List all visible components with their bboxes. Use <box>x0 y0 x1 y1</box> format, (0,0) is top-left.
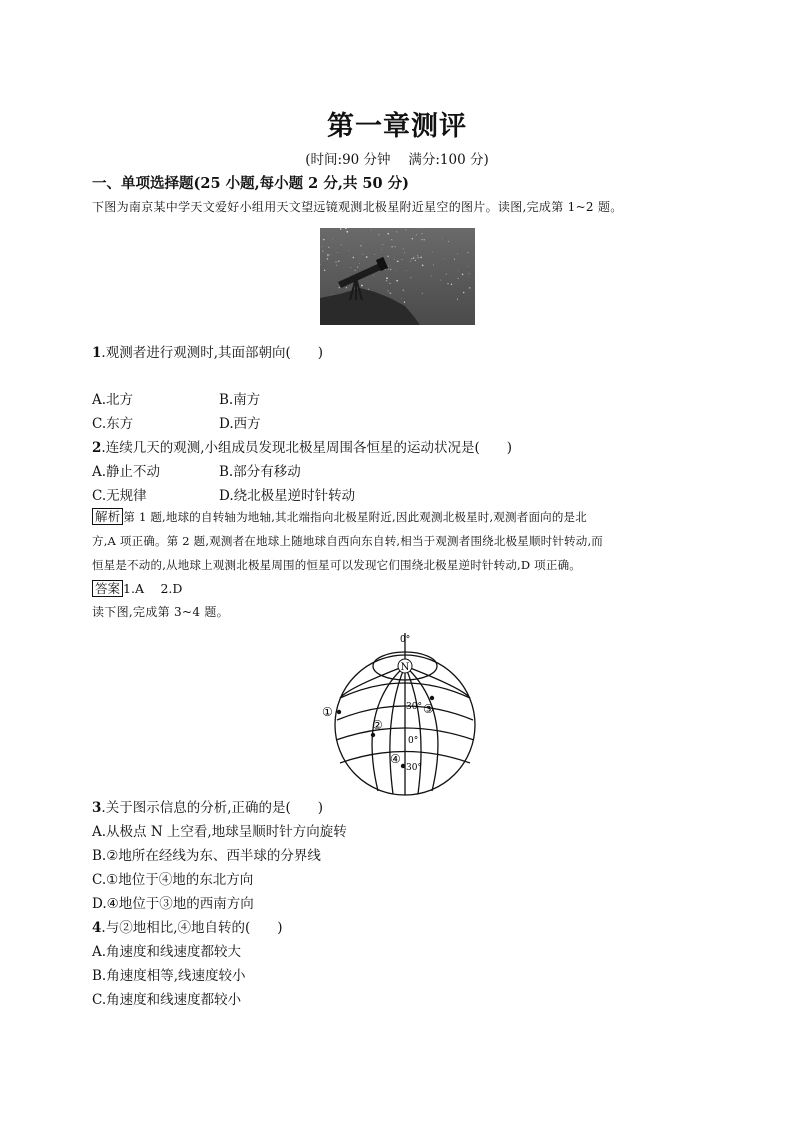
star <box>337 252 338 253</box>
star <box>422 265 424 267</box>
option-b[interactable]: B.角速度相等,线速度较小 <box>92 968 246 984</box>
star <box>432 252 433 253</box>
star <box>446 273 447 274</box>
star <box>391 239 392 240</box>
star <box>402 298 403 299</box>
star <box>463 292 465 294</box>
star <box>414 256 415 257</box>
star <box>366 256 368 258</box>
star <box>417 255 418 256</box>
star <box>346 230 347 231</box>
star <box>402 259 403 260</box>
star <box>373 275 374 276</box>
analysis-text: 第 1 题,地球的自转轴为地轴,其北端指向北极星附近,因此观测北极星时,观测者面向的是北 <box>123 510 587 524</box>
point-2-dot <box>371 733 375 737</box>
star <box>323 239 324 240</box>
star <box>335 261 337 263</box>
star <box>346 287 347 288</box>
option-a[interactable]: A.角速度和线速度都较大 <box>92 944 242 960</box>
analysis-tag: 解析 <box>92 508 123 525</box>
meridian <box>405 666 421 794</box>
star <box>403 248 404 249</box>
star <box>442 238 443 239</box>
star <box>448 241 449 242</box>
star <box>417 257 419 259</box>
star <box>362 254 363 255</box>
star <box>424 239 425 240</box>
star <box>454 259 455 260</box>
star <box>406 270 407 271</box>
intro-text-2: 读下图,完成第 3~4 题。 <box>92 605 229 619</box>
page-title: 第一章测评 <box>327 111 467 142</box>
star <box>349 250 350 251</box>
star <box>421 239 422 240</box>
star <box>421 233 422 234</box>
option-d[interactable]: D.绕北极星逆时针转动 <box>219 488 356 504</box>
star <box>387 256 388 257</box>
meridian <box>390 666 405 794</box>
analysis-block <box>92 505 702 577</box>
star <box>371 230 372 231</box>
star <box>440 280 441 281</box>
star <box>374 254 375 255</box>
intro-text-1: 下图为南京某中学天文爱好小组用天文望远镜观测北极星附近星空的图片。读图,完成第 1~2 题。 <box>92 200 623 214</box>
question-1 <box>92 341 323 361</box>
lat-30n-label: 30° <box>406 702 422 712</box>
option-b[interactable]: B.②地所在经线为东、西半球的分界线 <box>92 848 321 864</box>
star <box>390 293 391 294</box>
option-a[interactable]: A.从极点 N 上空看,地球呈顺时针方向旋转 <box>92 824 347 840</box>
star <box>340 228 342 230</box>
option-a[interactable]: A.北方 <box>92 392 134 408</box>
star <box>338 260 340 262</box>
north-label: N <box>400 662 410 673</box>
star <box>322 246 323 247</box>
option-a[interactable]: A.静止不动 <box>92 464 161 480</box>
star <box>324 270 325 271</box>
star <box>332 294 333 295</box>
lat-30s-label: 30° <box>406 763 422 773</box>
question-3 <box>92 796 323 816</box>
star <box>457 299 458 300</box>
star <box>336 265 337 266</box>
question-4 <box>92 916 283 936</box>
q2-options-row-2 <box>92 484 492 504</box>
star <box>357 266 358 267</box>
star <box>388 266 389 267</box>
star <box>329 254 330 255</box>
option-c[interactable]: C.无规律 <box>92 488 147 504</box>
star <box>368 289 369 290</box>
option-d[interactable]: D.西方 <box>219 416 261 432</box>
star <box>339 287 341 289</box>
star <box>422 293 423 294</box>
star <box>397 260 399 262</box>
star <box>359 263 360 264</box>
star <box>390 269 392 271</box>
exam-info: (时间:90 分钟 满分:100 分) <box>305 152 489 168</box>
star <box>396 231 397 232</box>
star <box>361 285 363 287</box>
top-meridian-label: 0° <box>400 635 411 645</box>
star <box>391 246 393 248</box>
star <box>431 275 432 276</box>
point-2-label: ② <box>372 718 383 732</box>
star <box>468 266 469 267</box>
star <box>327 254 328 255</box>
star <box>458 270 459 271</box>
star <box>396 270 397 271</box>
question-text: .与②地相比,④地自转的( ) <box>101 920 283 936</box>
question-text: .连续几天的观测,小组成员发现北极星周围各恒星的运动状况是( ) <box>101 440 513 456</box>
star <box>322 251 323 252</box>
question-number: 4 <box>92 920 102 936</box>
star <box>378 234 379 235</box>
option-c[interactable]: C.角速度和线速度都较小 <box>92 992 242 1008</box>
star <box>433 264 434 265</box>
star <box>396 280 398 282</box>
star <box>451 284 452 285</box>
option-b[interactable]: B.部分有移动 <box>219 464 301 480</box>
question-number: 3 <box>92 800 102 816</box>
star <box>327 255 328 256</box>
star <box>421 228 422 229</box>
star <box>415 260 416 261</box>
star <box>404 302 405 303</box>
q2-options-row-1 <box>92 460 492 480</box>
answer-text: 1.A 2.D <box>123 581 183 596</box>
star <box>416 235 417 236</box>
option-c[interactable]: C.东方 <box>92 416 134 432</box>
star <box>457 253 458 254</box>
star <box>402 289 404 291</box>
star <box>346 231 348 233</box>
star <box>411 258 412 259</box>
equator-label: 0° <box>408 736 419 746</box>
star <box>447 283 448 284</box>
telescope-photo <box>320 228 475 325</box>
star <box>388 269 389 270</box>
star <box>410 277 411 278</box>
star <box>469 273 470 274</box>
star <box>413 257 415 259</box>
star <box>394 259 395 260</box>
star <box>444 259 445 260</box>
point-3-label: ③ <box>423 702 434 716</box>
star <box>353 257 354 258</box>
star <box>395 246 396 247</box>
globe-diagram <box>318 628 488 798</box>
answer-tag: 答案 <box>92 580 123 597</box>
star <box>354 270 355 271</box>
star <box>458 278 459 279</box>
q1-options-row-1 <box>92 388 492 408</box>
point-4-dot <box>401 764 405 768</box>
question-text: .观测者进行观测时,其面部朝向( ) <box>101 345 324 361</box>
option-d[interactable]: D.④地位于③地的西南方向 <box>92 896 254 912</box>
option-c[interactable]: C.①地位于④地的东北方向 <box>92 872 254 888</box>
star <box>469 287 471 289</box>
point-3-dot <box>430 696 434 700</box>
star <box>390 283 391 284</box>
telescope-night-sky-image <box>320 228 475 325</box>
star <box>386 277 388 279</box>
star <box>389 292 390 293</box>
star <box>412 238 413 239</box>
star <box>387 233 389 235</box>
question-number: 2 <box>92 440 102 456</box>
question-text: .关于图示信息的分析,正确的是( ) <box>101 800 324 816</box>
section-heading: 一、单项选择题(25 小题,每小题 2 分,共 50 分) <box>92 175 410 192</box>
star <box>328 247 329 248</box>
star <box>341 244 342 245</box>
star <box>332 238 333 239</box>
option-b[interactable]: B.南方 <box>219 392 261 408</box>
star <box>404 252 405 253</box>
star <box>386 280 388 282</box>
analysis-line-1 <box>92 505 702 529</box>
point-1-dot <box>337 710 341 714</box>
star <box>382 244 383 245</box>
question-2 <box>92 436 512 456</box>
star <box>387 290 388 291</box>
star <box>416 234 417 235</box>
star <box>406 229 407 230</box>
answer-line <box>92 579 182 597</box>
star <box>360 245 362 247</box>
question-number: 1 <box>92 345 102 361</box>
star <box>468 252 469 253</box>
q1-options-row-2 <box>92 412 492 432</box>
point-4-label: ④ <box>390 752 401 766</box>
analysis-line-2: 方,A 项正确。第 2 题,观测者在地球上随地球自西向东自转,相当于观测者围绕北极星顺时针转动,而 <box>92 534 604 548</box>
star <box>410 261 411 262</box>
star <box>420 257 422 259</box>
analysis-line-3: 恒星是不动的,从地球上观测北极星周围的恒星可以发现它们围绕北极星逆时针转动,D 项正确。 <box>92 558 581 572</box>
star <box>351 267 352 268</box>
star <box>327 258 328 259</box>
point-1-label: ① <box>322 705 333 719</box>
star <box>381 249 382 250</box>
star <box>462 274 464 276</box>
